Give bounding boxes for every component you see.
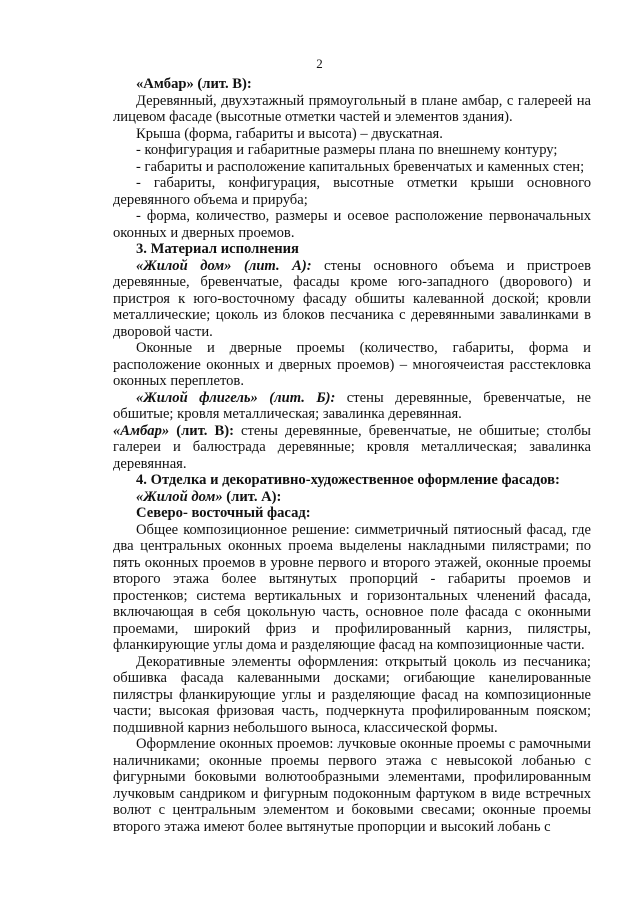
paragraph (113, 390, 591, 423)
body-text: - габариты, конфигурация, высотные отметки крыши основного деревянного объема и прируба; (113, 175, 591, 208)
body-text: Общее композиционное решение: симметричный пятиосный фасад, где два центральных оконных проема выделены накладными пилястрами; по пять оконных проемов в уровне первого и второго этажей, оконные проемы второго этажа более вытянутых пропорций - габариты проемов и простенков; система вертикальных и горизонтальных членений фасада, включающая в себя цокольную часть, основное поле фасада с оконными проемами, широкий фриз и профилированный карниз, пилястры, фланкирующие углы дома и разделяющие фасад на композиционные части. (113, 521, 591, 653)
body-text: Оконные и дверные проемы (количество, габариты, форма и расположение оконных и дверных проемов) – многоячеистая расстекловка оконных переплетов. (113, 340, 591, 389)
paragraph (113, 522, 591, 654)
paragraph (113, 126, 591, 143)
emphasis-text: 3. Материал исполнения (136, 241, 299, 257)
emphasis-text: «Жилой дом» (лит. А): (136, 257, 312, 274)
body-text: Деревянный, двухэтажный прямоугольный в плане амбар, с галереей на лицевом фасаде (высотные отметки частей и элементов здания). (113, 92, 591, 125)
emphasis-text: 4. Отделка и декоративно-художественное оформление фасадов: (136, 472, 560, 488)
emphasis-text: Северо- восточный фасад: (136, 505, 311, 521)
emphasis-text: (лит. В): (169, 422, 234, 439)
emphasis-text: (лит. А): (222, 488, 282, 505)
paragraph (113, 175, 591, 208)
paragraph (113, 736, 591, 835)
paragraph (113, 93, 591, 126)
page-number: 2 (316, 56, 323, 71)
body-text: - конфигурация и габаритные размеры плана по внешнему контуру; (136, 142, 558, 158)
document-body (113, 76, 591, 835)
body-text: Крыша (форма, габариты и высота) – двускатная. (136, 125, 443, 142)
emphasis-text: «Жилой флигель» (лит. Б): (136, 389, 336, 406)
paragraph (113, 159, 591, 176)
emphasis-text: «Жилой дом» (136, 488, 223, 505)
body-text: Декоративные элементы оформления: открытый цоколь из песчаника; обшивка фасада калеванными досками; огибающие канелированные пилястры фланкирующие углы и разделяющие фасад на композиционные части; высокая фризовая часть, подчеркнута профилированным пояском; подшивной карниз небольшого выноса, классической формы. (113, 653, 591, 736)
section-heading (113, 505, 591, 522)
body-text: - габариты и расположение капитальных бревенчатых и каменных стен; (136, 158, 585, 175)
body-text: стены деревянные, бревенчатые, не обшитые; кровля металлическая; завалинка деревянная. (113, 389, 592, 422)
paragraph (113, 258, 591, 341)
paragraph (113, 340, 591, 390)
emphasis-text: «Амбар» (лит. В): (136, 76, 252, 92)
body-text: стены основного объема и пристроев деревянные, бревенчатые, фасады кроме юго-западного (дворового) и пристроя к юго-восточному фасаду обшиты калеванной доской; кровли металлические; цоколь из блоков песчаника с деревянными завалинками в дворовой части. (113, 257, 592, 340)
section-heading (113, 489, 591, 506)
body-text: - форма, количество, размеры и осевое расположение первоначальных оконных и дверных проемов. (113, 208, 591, 241)
section-heading (113, 76, 591, 93)
paragraph (113, 142, 591, 159)
paragraph (113, 423, 591, 473)
body-text: стены деревянные, бревенчатые, не обшитые; столбы галереи и балюстрада деревянные; кровля металлическая; завалинка деревянная. (113, 422, 591, 472)
body-text: Оформление оконных проемов: лучковые оконные проемы с рамочными наличниками; оконные проемы первого этажа с невысокой лобанью с фигурными боковыми волютообразными элементами, профилированным лучковым сандриком и фигурным подоконным фартуком в виде встречных волют с центральным элементом и боковыми свесами; оконные проемы второго этажа имеют более вытянутые пропорции и высокий лобань с (113, 736, 591, 835)
section-heading (113, 472, 591, 489)
section-heading (113, 241, 591, 258)
emphasis-text: «Амбар» (113, 422, 170, 439)
paragraph (113, 654, 591, 737)
paragraph (113, 208, 591, 241)
